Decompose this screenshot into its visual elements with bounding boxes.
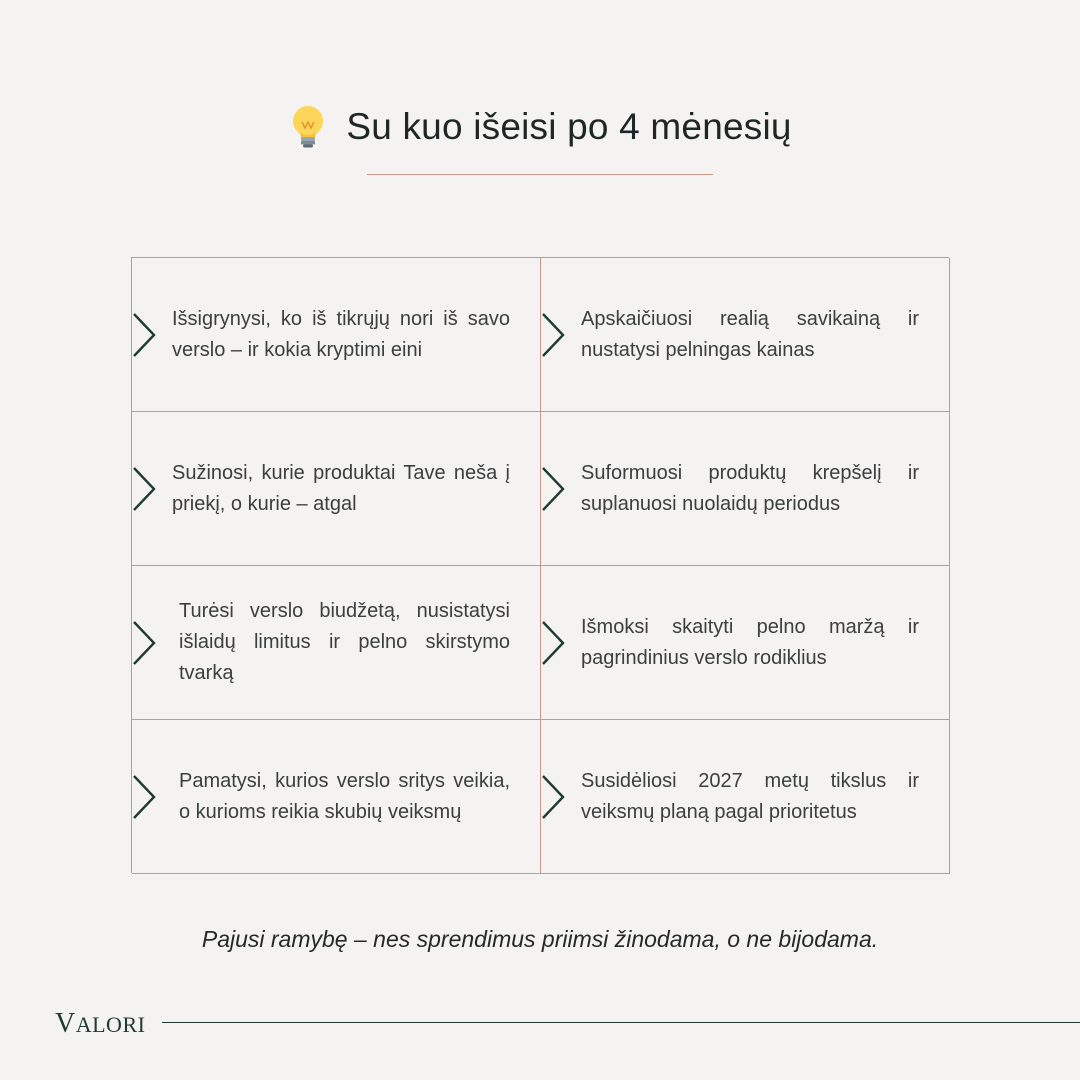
benefit-text: Sužinosi, kurie produktai Tave neša į priekį, o kurie – atgal — [172, 461, 510, 515]
benefit-text: Apskaičiuosi realią savikainą ir nustatysi pelningas kainas — [581, 307, 919, 361]
benefit-cell — [132, 720, 541, 874]
valori-logo — [55, 1008, 145, 1040]
benefit-text: Išmoksi skaityti pelno maržą ir pagrindinius verslo rodiklius — [581, 615, 919, 669]
chevron-right-icon — [132, 466, 156, 512]
benefit-cell — [541, 258, 950, 412]
page-title: Su kuo išeisi po 4 mėnesių — [346, 106, 792, 147]
benefit-cell — [541, 412, 950, 566]
footer-rule — [162, 1022, 1080, 1023]
chevron-right-icon — [132, 312, 156, 358]
chevron-right-icon — [541, 312, 565, 358]
benefit-cell — [541, 566, 950, 720]
benefit-text: Pamatysi, kurios verslo sritys veikia, o kurioms reikia skubių veiksmų — [179, 769, 510, 823]
benefit-cell — [132, 566, 541, 720]
benefit-cell — [132, 412, 541, 566]
chevron-right-icon — [541, 774, 565, 820]
title-underline — [367, 174, 713, 175]
benefit-text: Turėsi verslo biudžetą, nusistatysi išlaidų limitus ir pelno skirstymo tvarką — [179, 600, 510, 684]
logo-rest: ALORI — [75, 1012, 146, 1037]
benefit-text: Suformuosi produktų krepšelį ir suplanuosi nuolaidų periodus — [581, 461, 919, 515]
chevron-right-icon — [541, 466, 565, 512]
chevron-right-icon — [132, 620, 156, 666]
benefits-grid — [131, 257, 949, 873]
logo-initial: V — [55, 1008, 76, 1039]
benefit-cell — [541, 720, 950, 874]
benefit-cell — [132, 258, 541, 412]
benefit-text: Susidėliosi 2027 metų tikslus ir veiksmų planą pagal prioritetus — [581, 769, 919, 823]
chevron-right-icon — [132, 774, 156, 820]
benefit-text: Išsigrynysi, ko iš tikrųjų nori iš savo verslo – ir kokia kryptimi eini — [172, 307, 510, 361]
chevron-right-icon — [541, 620, 565, 666]
header — [0, 104, 1080, 150]
lightbulb-icon — [288, 104, 328, 150]
tagline: Pajusi ramybę – nes sprendimus priimsi žinodama, o ne bijodama. — [201, 926, 879, 952]
